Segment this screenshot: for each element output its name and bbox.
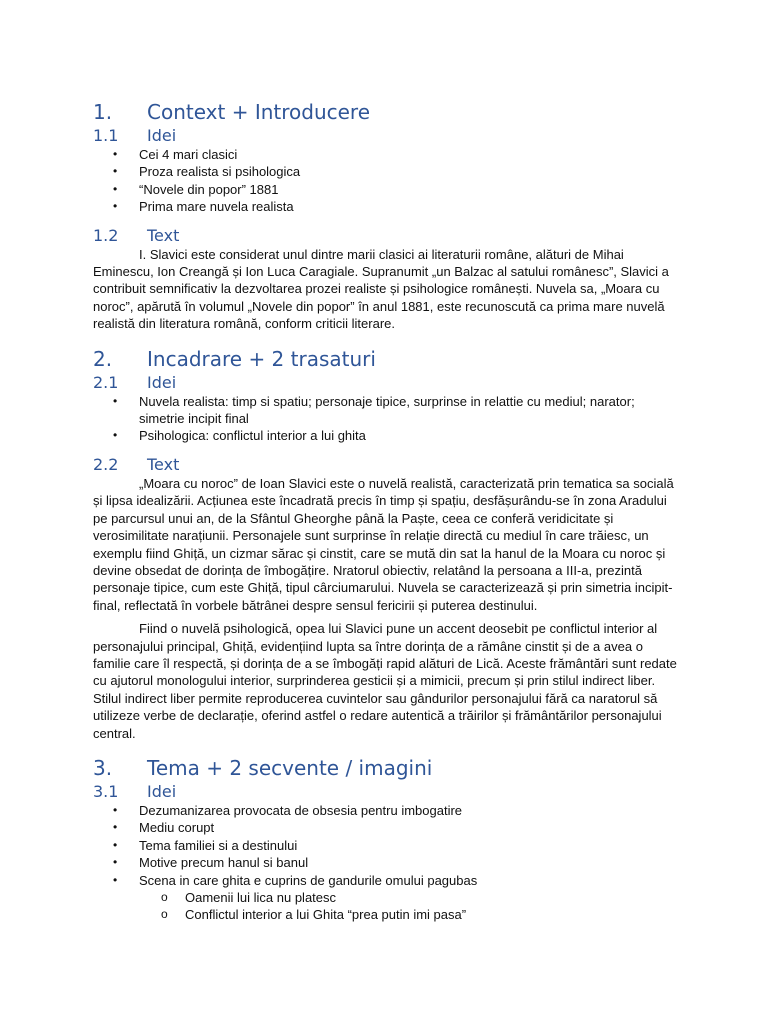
subsection-number: 2.2 [93,454,119,474]
list-item: • Psihologica: conflictul interior a lui ghita [113,428,366,444]
list-item: • Proza realista si psihologica [113,164,301,180]
section-3-heading [93,754,678,782]
bullet-icon: • [113,820,118,835]
list-item: • Dezumanizarea provocata de obsesia pentru imbogatire [113,802,463,818]
subsection-number: 1.1 [93,126,119,145]
paragraph: I. Slavici este considerat unul dintre marii clasici ai literaturii române, alături de Mihai Eminescu, Ion Creangă și Ion Luca Caragiale. Supranumit „un Balzac al satului românesc”, Slavici a contribuit semnificativ la dezvoltarea prozei realiste și psihologice românești. Nuvela sa, „Moara cu noroc”, apărută în volumul „Novele din popor” în anul 1881, este recunoscută ca prima mare nuvelă realistă din literatura română, conform criticii literare. [93,246,669,332]
bullet-icon: • [113,855,118,870]
subsection-number: 2.1 [93,372,119,392]
section-1-heading [93,98,678,126]
sub-ideas-list [139,889,678,924]
bullet-icon: • [113,428,118,443]
sub-list-item: o Conflictul interior a lui Ghita “prea putin imi pasa” [161,907,467,923]
section-3-1-heading [93,782,678,802]
subsection-number: 1.2 [93,225,119,245]
ideas-list [93,146,678,216]
section-number: 2. [93,346,113,371]
section-2-heading [93,345,678,373]
bullet-icon: • [113,199,118,214]
list-item: • Mediu corupt [113,820,215,836]
circle-bullet-icon: o [161,907,168,922]
subsection-title: Text [147,225,180,245]
bullet-icon: • [113,181,118,196]
list-item: • Tema familiei si a destinului [113,837,298,853]
section-1-1-heading [93,126,678,146]
paragraph: „Moara cu noroc” de Ioan Slavici este o nuvelă realistă, caracterizată prin tematica sa socială și lipsa idealizării. Acțiunea este încadrată precis în timp și spațiu, desfășurându-se în zona Aradului pe parcursul unui an, de la Sfântul Gheorghe până la Paște, ceea ce conferă veridicitate și verosimilitate narațiunii. Personajele sunt surprinse în relație directă cu mediul în care trăiesc, un exemplu fiind Ghiță, un cizmar sărac și cinstit, care se mută din sat la hanul de la Moara cu noroc și devine obsedat de dorința de îmbogățire. Nratorul obiectiv, relatând la persoana a III-a, prezintă personaje tipice, cum este Ghiță, tipul cârciumarului. Nuvela se caracterizează și prin simetria incipit-final, reflectată în vorbele bătrânei despre sensul fericirii și puterea destinului. [93,475,674,613]
subsection-title: Idei [147,781,177,801]
bullet-icon: • [113,147,118,161]
section-title: Context + Introducere [147,100,371,124]
list-item: • Motive precum hanul si banul [113,855,309,871]
bullet-icon: • [113,802,118,817]
bullet-icon: • [113,393,118,408]
list-item: • Cei 4 mari clasici [113,147,238,162]
section-2-1-heading [93,373,678,393]
ideas-list [93,802,678,924]
document-body [93,98,678,924]
section-number: 3. [93,755,113,780]
sub-list-item: o Oamenii lui lica nu platesc [161,890,337,905]
section-title: Incadrare + 2 trasaturi [147,346,376,371]
bullet-icon: • [113,837,118,852]
subsection-number: 3.1 [93,781,119,801]
section-number: 1. [93,100,113,124]
ideas-list [93,393,678,445]
subsection-title: Idei [147,372,177,392]
list-item: • Prima mare nuvela realista [113,199,294,215]
section-1-2-heading [93,226,678,246]
circle-bullet-icon: o [161,890,168,904]
bullet-icon: • [113,872,118,887]
list-item: • Scena in care ghita e cuprins de gandurile omului pagubas o Oamenii lui lica nu platesc o Conflictul interior a lui Ghita “prea putin imi pasa” [93,872,678,924]
section-title: Tema + 2 secvente / imagini [147,755,433,780]
paragraph: Fiind o nuvelă psihologică, opea lui Slavici pune un accent deosebit pe conflictul interior al personajului principal, Ghiță, evidențiind lupta sa între dorința de a rămâne cinstit și de a avea o familie care îl respectă, și dorința de a se îmbogăți rapid alături de Lică. Aceste frământări sunt redate cu ajutorul monologului interior, surprinderea gesticii și a mimicii, precum și prin stilul indirect liber. Stilul indirect liber permite reproducerea cuvintelor sau gândurilor personajului fără ca naratorul să utilizeze verbe de declarație, oferind astfel o redare autentică a trăirilor și frământărilor personajului central. [93,621,677,741]
bullet-icon: • [113,164,118,179]
list-item: • “Novele din popor” 1881 [113,181,279,197]
list-item: • Nuvela realista: timp si spatiu; personaje tipice, surprinse in relattie cu mediul; narator; simetrie incipit final [113,393,635,427]
subsection-title: Idei [147,126,177,145]
section-2-2-heading [93,455,678,475]
subsection-title: Text [147,454,180,474]
